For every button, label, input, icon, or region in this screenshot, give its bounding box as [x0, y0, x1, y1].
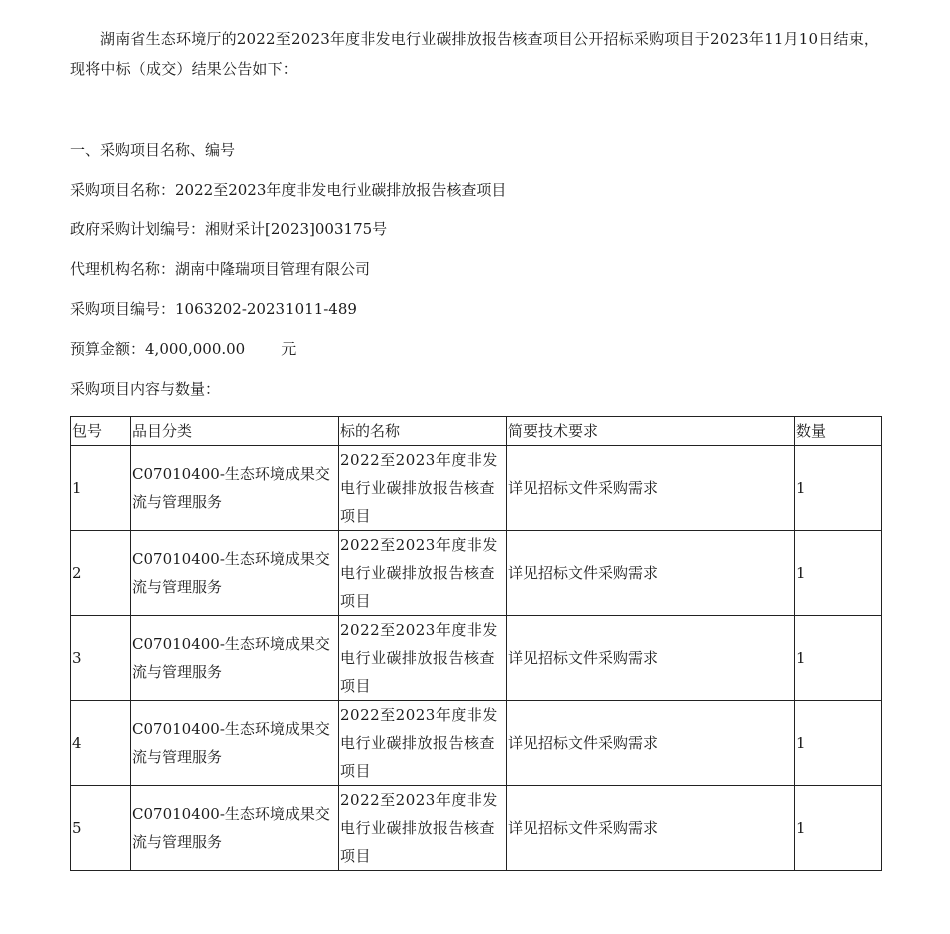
- cell-category: C07010400-生态环境成果交流与管理服务: [131, 446, 339, 531]
- cell-category: C07010400-生态环境成果交流与管理服务: [131, 616, 339, 701]
- cell-item-name: 2022至2023年度非发电行业碳排放报告核查项目: [339, 786, 507, 871]
- project-number-line: [70, 299, 357, 319]
- plan-number-value: 湘财采计[2023]003175号: [205, 220, 388, 238]
- cell-package: 1: [71, 446, 131, 531]
- project-name-value: 2022至2023年度非发电行业碳排放报告核查项目: [175, 181, 507, 199]
- cell-requirement: 详见招标文件采购需求: [507, 531, 795, 616]
- header-item-name: 标的名称: [339, 417, 507, 446]
- agency-line: [70, 259, 370, 279]
- cell-quantity: 1: [795, 446, 882, 531]
- table-row: [71, 701, 882, 786]
- plan-number-label: 政府采购计划编号：: [70, 220, 206, 238]
- header-requirement: 简要技术要求: [507, 417, 795, 446]
- cell-category: C07010400-生态环境成果交流与管理服务: [131, 701, 339, 786]
- cell-package: 4: [71, 701, 131, 786]
- table-row: [71, 786, 882, 871]
- cell-quantity: 1: [795, 786, 882, 871]
- header-package: 包号: [71, 417, 131, 446]
- cell-requirement: 详见招标文件采购需求: [507, 786, 795, 871]
- cell-quantity: 1: [795, 701, 882, 786]
- items-table: [70, 416, 882, 871]
- cell-item-name: 2022至2023年度非发电行业碳排放报告核查项目: [339, 446, 507, 531]
- content-heading: 采购项目内容与数量：: [70, 380, 221, 398]
- table-row: [71, 616, 882, 701]
- cell-item-name: 2022至2023年度非发电行业碳排放报告核查项目: [339, 701, 507, 786]
- project-name-label: 采购项目名称：: [70, 181, 176, 199]
- header-category: 品目分类: [131, 417, 339, 446]
- cell-requirement: 详见招标文件采购需求: [507, 446, 795, 531]
- budget-unit: 元: [281, 340, 297, 358]
- table-row: [71, 531, 882, 616]
- cell-category: C07010400-生态环境成果交流与管理服务: [131, 786, 339, 871]
- cell-requirement: 详见招标文件采购需求: [507, 616, 795, 701]
- project-name-line: [70, 180, 506, 200]
- budget-label: 预算金额：: [70, 340, 146, 358]
- cell-package: 2: [71, 531, 131, 616]
- cell-requirement: 详见招标文件采购需求: [507, 701, 795, 786]
- project-number-value: 1063202-20231011-489: [175, 300, 357, 318]
- intro-paragraph: 湖南省生态环境厅的2022至2023年度非发电行业碳排放报告核查项目公开招标采购项目于2023年11月10日结束，现将中标（成交）结果公告如下：: [70, 30, 880, 78]
- cell-package: 5: [71, 786, 131, 871]
- cell-package: 3: [71, 616, 131, 701]
- table-row: [71, 446, 882, 531]
- cell-quantity: 1: [795, 531, 882, 616]
- project-number-label: 采购项目编号：: [70, 300, 176, 318]
- budget-value: 4,000,000.00: [145, 340, 246, 358]
- cell-category: C07010400-生态环境成果交流与管理服务: [131, 531, 339, 616]
- cell-item-name: 2022至2023年度非发电行业碳排放报告核查项目: [339, 531, 507, 616]
- section-heading: 一、采购项目名称、编号: [70, 141, 236, 159]
- cell-item-name: 2022至2023年度非发电行业碳排放报告核查项目: [339, 616, 507, 701]
- header-quantity: 数量: [795, 417, 882, 446]
- plan-number-line: [70, 219, 387, 239]
- agency-label: 代理机构名称：: [70, 260, 176, 278]
- table-header-row: [71, 417, 882, 446]
- agency-value: 湖南中隆瑞项目管理有限公司: [175, 260, 371, 278]
- cell-quantity: 1: [795, 616, 882, 701]
- budget-line: [70, 339, 296, 359]
